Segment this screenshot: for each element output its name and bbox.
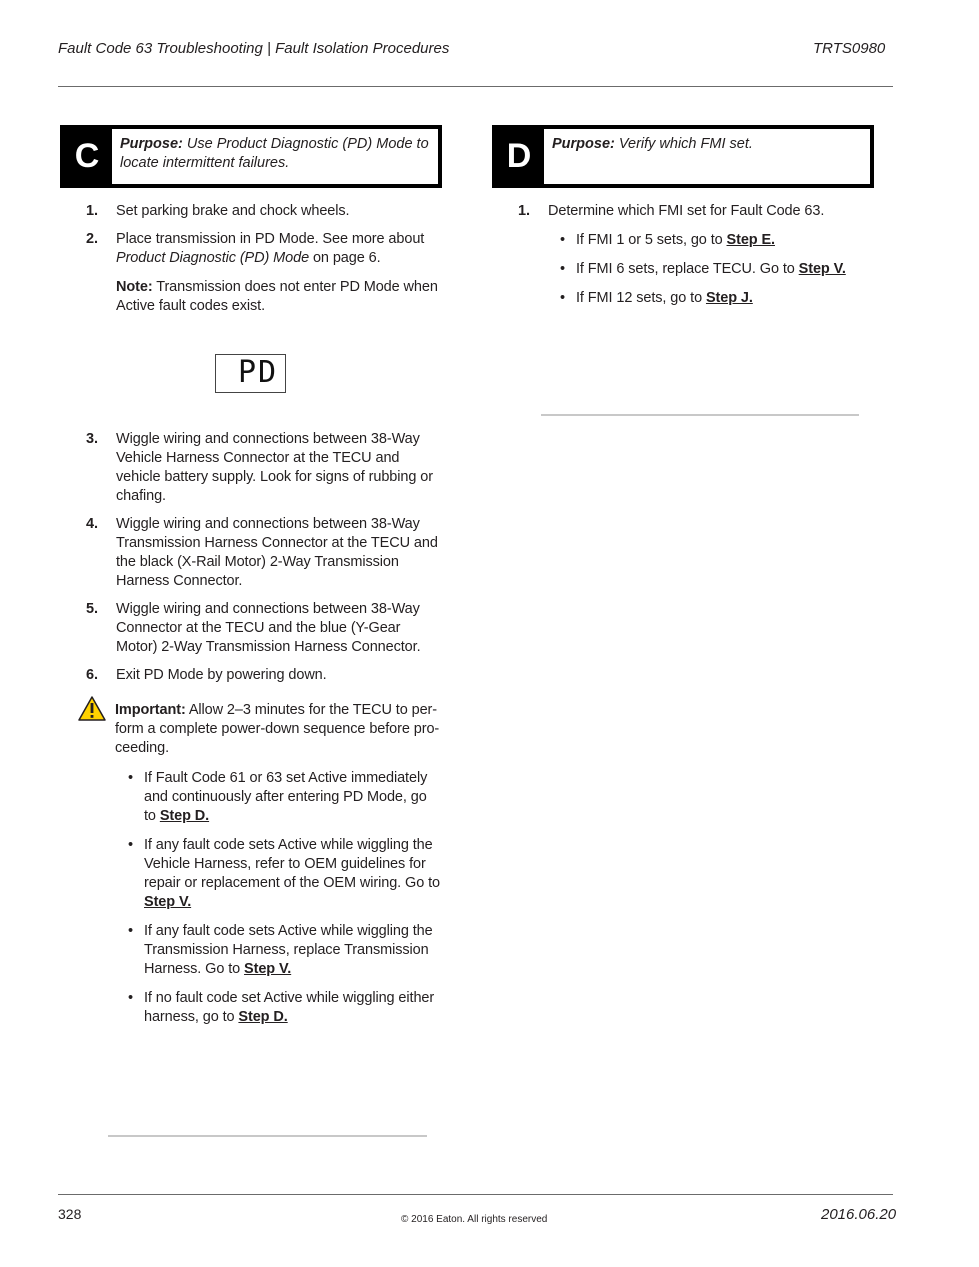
note-text: Transmission does not enter PD Mode when Active fault codes exist. [116,279,438,314]
important-text: Allow 2–3 minutes for the TECU to per-form a complete power-down sequence before pro-ceeding. [115,702,440,756]
item-text: Wiggle wiring and connections between 38-Way Vehicle Harness Connector at the TECU and vehicle battery supply. Look for signs of rubbing or chafing. [116,431,433,504]
item-text: Wiggle wiring and connections between 38-Way Transmission Harness Connector at the TECU and the black (X-Rail Motor) 2-Way Transmission Harness Connector. [116,516,438,589]
step-c-bullets [126,769,441,1037]
step-d-header [492,125,874,188]
list-item [126,922,441,979]
list-item [86,230,441,316]
footer-divider [58,1194,893,1195]
item-number: 6. [86,667,98,683]
list-item [558,231,873,250]
item-text: Exit PD Mode by powering down. [116,667,327,683]
step-v-link[interactable]: Step V. [244,961,292,977]
bullet-text: If FMI 6 sets, replace TECU. Go to [576,261,799,277]
header-title: Fault Code 63 Troubleshooting | Fault Isolation Procedures [58,40,450,57]
item-text: Place transmission in PD Mode. See more about [116,231,425,247]
step-d-bullets [558,231,873,318]
bullet-text: If no fault code set Active while wiggling either harness, go to [144,990,435,1025]
step-d-letter: D [506,137,532,175]
publication-date: 2016.06.20 [821,1206,897,1223]
note [116,278,441,316]
step-c-list-bottom [86,430,441,694]
warning-icon [77,695,107,722]
bullet-text: If FMI 1 or 5 sets, go to [576,232,727,248]
bullet-text: If any fault code sets Active while wiggling the Transmission Harness, replace Transmission Harness. Go to [144,923,433,977]
pd-display [215,354,286,393]
step-j-link[interactable]: Step J. [705,290,753,306]
pd-display-text: PD [238,355,279,390]
item-text: Set parking brake and chock wheels. [116,203,350,219]
list-item [126,989,441,1027]
header-divider [58,86,893,87]
list-item [86,666,441,685]
list-item [126,836,441,912]
list-item [558,260,873,279]
step-v-link[interactable]: Step V. [798,261,846,277]
bullet-text: If any fault code sets Active while wiggling the Vehicle Harness, refer to OEM guidelines for repair or replacement of the OEM wiring. Go to [144,837,440,891]
step-c-list-top [86,202,441,325]
step-d-list [518,202,873,230]
list-item [558,289,873,308]
item-number: 2. [86,231,98,247]
step-c-purpose-text: Use Product Diagnostic (PD) Mode to locate intermittent failures. [120,136,429,171]
step-c-end-divider [108,1135,427,1137]
step-d-purpose-text: Verify which FMI set. [618,136,753,152]
page-number: 328 [58,1206,82,1222]
list-item [86,600,441,657]
step-d-link[interactable]: Step D. [159,808,210,824]
step-c-purpose [112,129,438,184]
bullet-text: If FMI 12 sets, go to [576,290,706,306]
item-text: on page 6. [309,250,381,266]
note-label: Note: [116,279,153,295]
step-d-purpose [544,129,870,184]
item-number: 1. [86,203,98,219]
list-item [126,769,441,826]
step-d-link[interactable]: Step D. [238,1009,288,1025]
item-number: 5. [86,601,98,617]
step-c-letter: C [74,137,100,175]
list-item [86,202,441,221]
step-v-link[interactable]: Step V. [144,894,192,910]
list-item [86,430,441,506]
step-c-purpose-label: Purpose: [120,136,183,152]
step-d-purpose-label: Purpose: [552,136,615,152]
list-item [518,202,873,221]
document-id: TRTS0980 [813,40,886,57]
step-c-header [60,125,442,188]
item-number: 1. [518,203,530,219]
bullet-text: If Fault Code 61 or 63 set Active immediately and continuously after entering PD Mode, go to [144,770,428,824]
pd-mode-reference: Product Diagnostic (PD) Mode [116,250,310,266]
important-label: Important: [115,702,186,718]
item-text: Wiggle wiring and connections between 38-Way Connector at the TECU and the blue (Y-Gear Motor) 2-Way Transmission Harness Connector. [116,601,421,655]
list-item [86,515,441,591]
item-number: 3. [86,431,98,447]
copyright: © 2016 Eaton. All rights reserved [401,1214,548,1225]
item-number: 4. [86,516,98,532]
important-note [115,701,441,758]
item-text: Determine which FMI set for Fault Code 63. [548,203,825,219]
step-e-link[interactable]: Step E. [726,232,775,248]
step-d-end-divider [541,414,859,416]
